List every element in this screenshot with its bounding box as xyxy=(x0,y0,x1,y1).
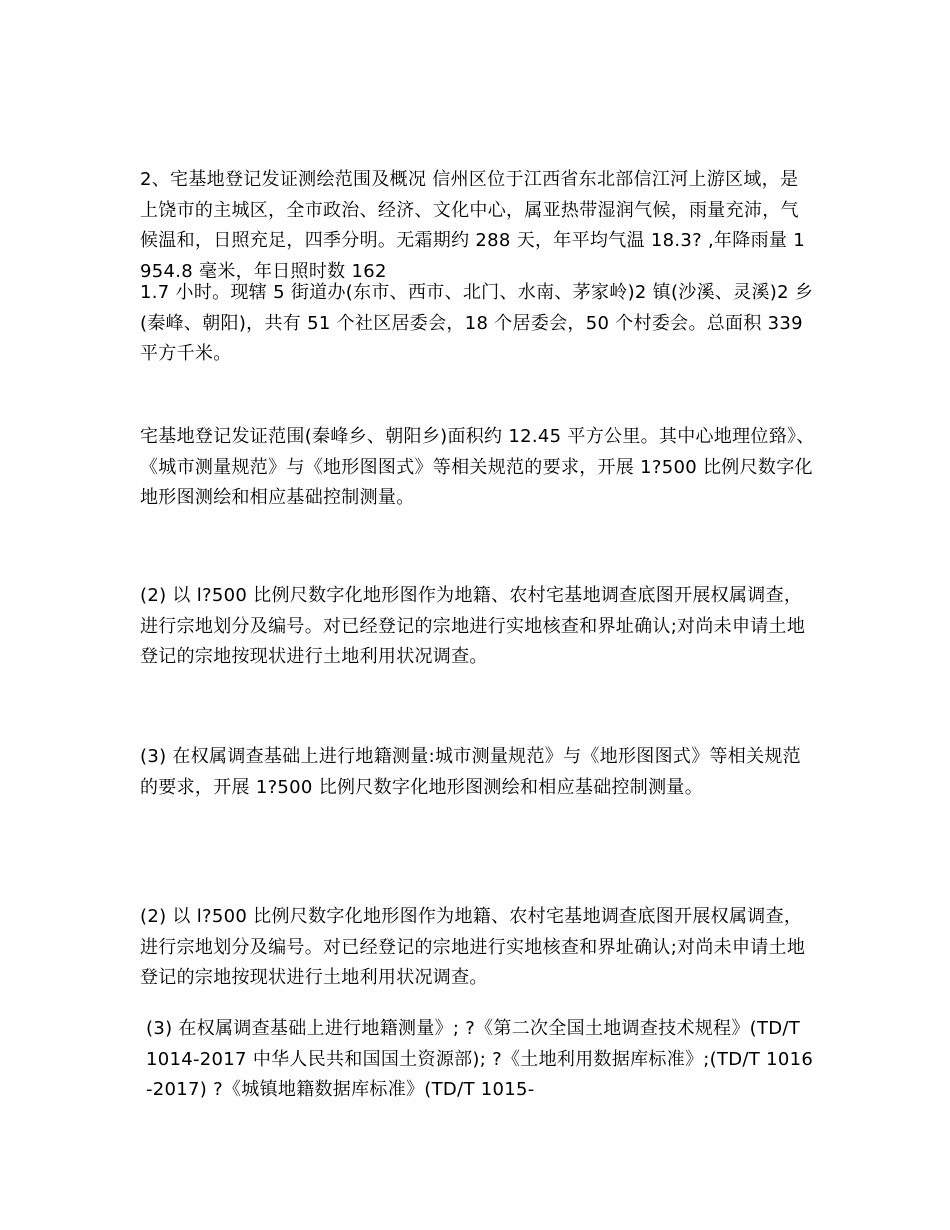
paragraph-standards-references: (3) 在权属调查基础上进行地籍测量》; ?《第二次全国土地调查技术规程》(TD/T 1014-2017 中华人民共和国国土资源部); ?《土地利用数据库标准》;(TD/T 1016-2017) ?《城镇地籍数据库标准》(TD/T 1015- xyxy=(146,1018,814,1100)
paragraph-registration-area: 宅基地登记发证范围(秦峰乡、朝阳乡)面积约 12.45 平方公里。其中心地理位臵》、《城市测量规范》与《地形图图式》等相关规范的要求，开展 1?500 比例尺数字化地形图测绘和相应基础控制测量。 xyxy=(140,426,815,508)
paragraph-cadastral-survey: (3) 在权属调查基础上进行地籍测量:城市测量规范》与《地形图图式》等相关规范的要求，开展 1?500 比例尺数字化地形图测绘和相应基础控制测量。 xyxy=(140,746,801,798)
paragraph-ownership-survey: (2) 以 l?500 比例尺数字化地形图作为地籍、农村宅基地调查底图开展权属调查，进行宗地划分及编号。对已经登记的宗地进行实地核查和界址确认;对尚未申请土地登记的宗地按现状进行土地利用状况调查。 xyxy=(140,585,806,667)
paragraph-survey-scope: 2、宅基地登记发证测绘范围及概况 信州区位于江西省东北部信江河上游区域，是上饶市的主城区，全市政治、经济、文化中心，属亚热带湿润气候，雨量充沛，气候温和，日照充足，四季分明。无霜期约 288 天，年平均气温 18.3? ,年降雨量 1954.8 毫米，年日照时数 162 xyxy=(140,169,805,282)
paragraph-administrative-divisions: 1.7 小时。现辖 5 街道办(东市、西市、北门、水南、茅家岭)2 镇(沙溪、灵溪)2 乡(秦峰、朝阳)，共有 51 个社区居委会，18 个居委会，50 个村委会。总面积 339 平方千米。 xyxy=(140,282,814,364)
paragraph-ownership-survey-repeat: (2) 以 l?500 比例尺数字化地形图作为地籍、农村宅基地调查底图开展权属调查，进行宗地划分及编号。对已经登记的宗地进行实地核查和界址确认;对尚未申请土地登记的宗地按现状进行土地利用状况调查。 xyxy=(140,906,806,988)
